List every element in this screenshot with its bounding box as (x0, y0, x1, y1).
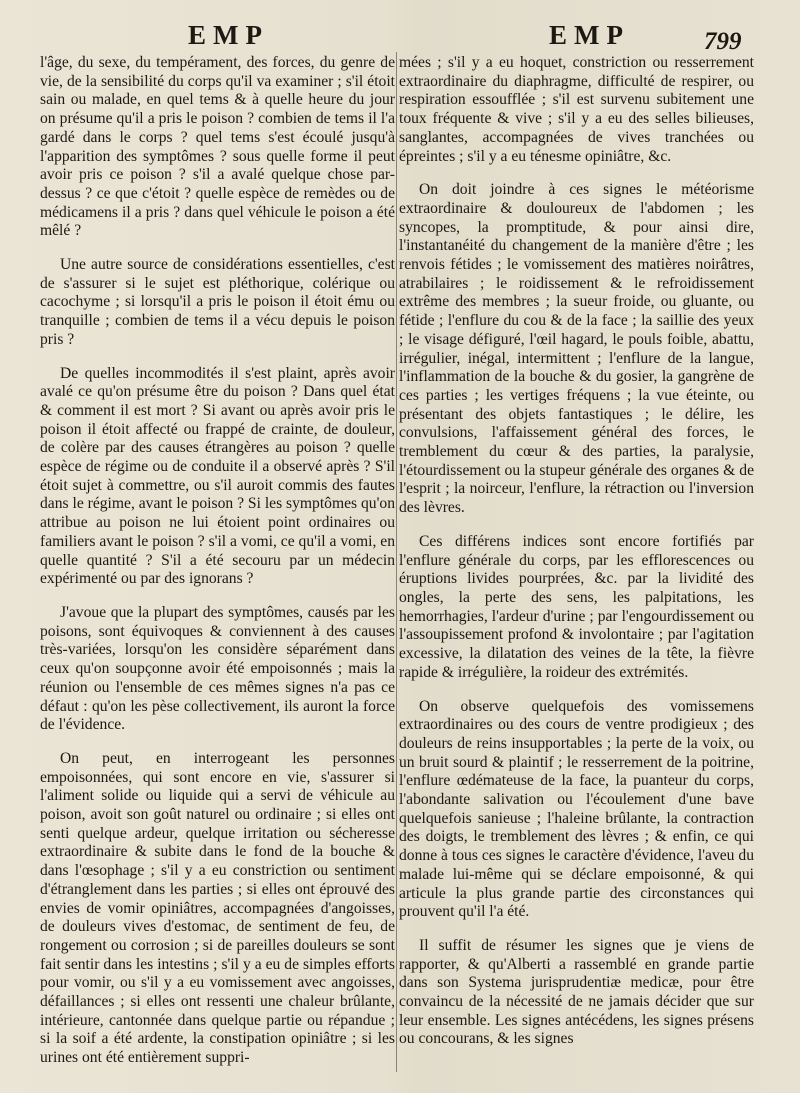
paragraph: Il suffit de résumer les signes que je viens de rapporter, & qu'Alberti a rassemblé en grande partie dans son Systema jurisprudentiæ medicæ, pour être convaincu de la nécessité de ne jamais décider que sur leur ensemble. Les signes antécédens, les signes présens ou concourans, & les signes (399, 936, 754, 1048)
paragraph: De quelles incommodités il s'est plaint, après avoir avalé ce qu'on présume être du poison ? Dans quel état & comment il est mort ? Si avant ou après avoir pris le poison il étoit affecté ou frappé de crainte, de douleur, de colère par des causes étrangères au poison ? quelle espèce de régime ou de conduite il a observé après ? S'il étoit sujet à commettre, ou s'il auroit commis des fautes dans le régime, avant le poison ? Si les symptômes qu'on attribue au poison ne lui étoient point ordinaires ou familiers avant le poison ? s'il a vomi, ce qu'il a vomi, en quelle quantité ? S'il a été secouru par un médecin expérimenté ou par des ignorans ? (40, 364, 395, 588)
paragraph: Ces différens indices sont encore fortifiés par l'enflure générale du corps, par les efflorescences ou éruptions livides pourprées, &c. par la lividité des ongles, la perte des sens, les palpitations, les hemorrhagies, l'ardeur d'urine ; par l'engourdissement ou l'assoupissement profond & involontaire ; par l'agitation excessive, la dilatation des veines de la tête, la fièvre rapide & irrégulière, la roideur des extrémités. (399, 532, 754, 681)
paragraph: l'âge, du sexe, du tempérament, des forces, du genre de vie, de la sensibilité du corps qu'il va examiner ; s'il étoit sain ou malade, en quel tems & à quelle heure du jour on présume qu'il a pris le poison ? combien de tems il l'a gardé dans le corps ? quel tems s'est écoulé jusqu'à l'apparition des symptômes ? sous quelle forme il peut avoir pris ce poison ? s'il a avalé quelque chose par-dessus ? ce que c'étoit ? quelle espèce de remèdes ou de médicamens il a pris ? dans quel véhicule le poison a été mêlé ? (40, 54, 395, 240)
page-number: 799 (704, 28, 742, 55)
right-headword: EMP (549, 20, 630, 50)
column-divider (396, 52, 397, 1072)
paragraph: On peut, en interrogeant les personnes empoisonnées, qui sont encore en vie, s'assurer si l'aliment solide ou liquide qui a servi de véhicule au poison, avoit son goût naturel ou ordinaire ; si elles ont senti quelque ardeur, quelque irritation ou sécheresse extraordinaire & subite dans le fond de la bouche & dans l'œsophage ; s'il y a eu constriction ou sentiment d'étranglement dans les parties ; si elles ont éprouvé des envies de vomir opiniâtres, accompagnées d'angoisses, de douleurs vives d'estomac, de sentiment de feu, de rongement ou corrosion ; si de pareilles douleurs se sont fait sentir dans les intestins ; s'il y a eu de simples efforts pour vomir, ou s'il y a eu vomissement avec angoisses, défaillances ; si elles ont ressenti une chaleur brûlante, intérieure, cantonnée dans quelque partie ou répandue ; si la soif a été ardente, la constipation opiniâtre ; si les urines ont été entièrement suppri- (40, 749, 395, 1067)
running-header (0, 20, 800, 56)
left-headword: EMP (188, 20, 269, 50)
right-column (399, 54, 754, 1064)
paragraph: On doit joindre à ces signes le météorisme extraordinaire & douloureux de l'abdomen ; les syncopes, la promptitude, & pour ainsi dire, l'instantanéité du changement de la manière d'être ; les renvois fétides ; le vomissement des matières noirâtres, atrabilaires ; le roidissement & le refroidissement extrême des membres ; la sueur froide, ou gluante, ou fétide ; l'enflure du cou & de la face ; la saillie des yeux ; le visage défiguré, l'œil hagard, le pouls foible, abattu, irrégulier, inégal, intermittent ; l'enflure de la langue, l'inflammation de la bouche & du gosier, la gangrène de ces parties ; les vertiges fréquens ; la vue éteinte, ou présentant des objets fantastiques ; le délire, les convulsions, l'affaissement général des forces, le tremblement du cœur & des parties, la paralysie, l'étourdissement ou la stupeur générale des organes & de l'esprit ; la noirceur, l'enflure, la rétraction ou l'inversion des lèvres. (399, 181, 754, 517)
left-column (40, 54, 395, 1083)
paragraph: On observe quelquefois des vomissemens extraordinaires ou des cours de ventre prodigieux ; des douleurs de reins insupportables ; la perte de la voix, ou un bruit sourd & plaintif ; le resserrement de la poitrine, l'enflure œdémateuse de la face, la puanteur du corps, l'abondante salivation ou l'écoulement d'une bave quelquefois sanieuse ; l'haleine brûlante, la contraction des doigts, le tremblement des lèvres ; & enfin, ce qui donne à tous ces signes le caractère d'évidence, l'aveu du malade lui-même qui se déclare empoisonné, & qui articule la plus grande partie des circonstances qui prouvent qu'il l'a été. (399, 697, 754, 921)
paragraph: J'avoue que la plupart des symptômes, causés par les poisons, sont équivoques & conviennent à des causes très-variées, lorsqu'on les considère séparément dans ceux qu'on soupçonne avoir été empoisonnés ; mais la réunion ou l'ensemble de ces mêmes signes n'a pas ce défaut : qu'on les pèse collectivement, ils auront la force de l'évidence. (40, 603, 395, 734)
paragraph: mées ; s'il y a eu hoquet, constriction ou resserrement extraordinaire du diaphragme, difficulté de respirer, ou respiration essoufflée ; s'il est survenu subitement une toux fréquente & vive ; s'il y a eu des selles bilieuses, sanglantes, accompagnées de vives tranchées ou épreintes ; s'il y a eu ténesme opiniâtre, &c. (399, 54, 754, 165)
paragraph: Une autre source de considérations essentielles, c'est de s'assurer si le sujet est pléthorique, colérique ou cacochyme ; si lorsqu'il a pris le poison il étoit ému ou tranquille ; combien de tems il a vécu depuis le poison pris ? (40, 256, 395, 348)
